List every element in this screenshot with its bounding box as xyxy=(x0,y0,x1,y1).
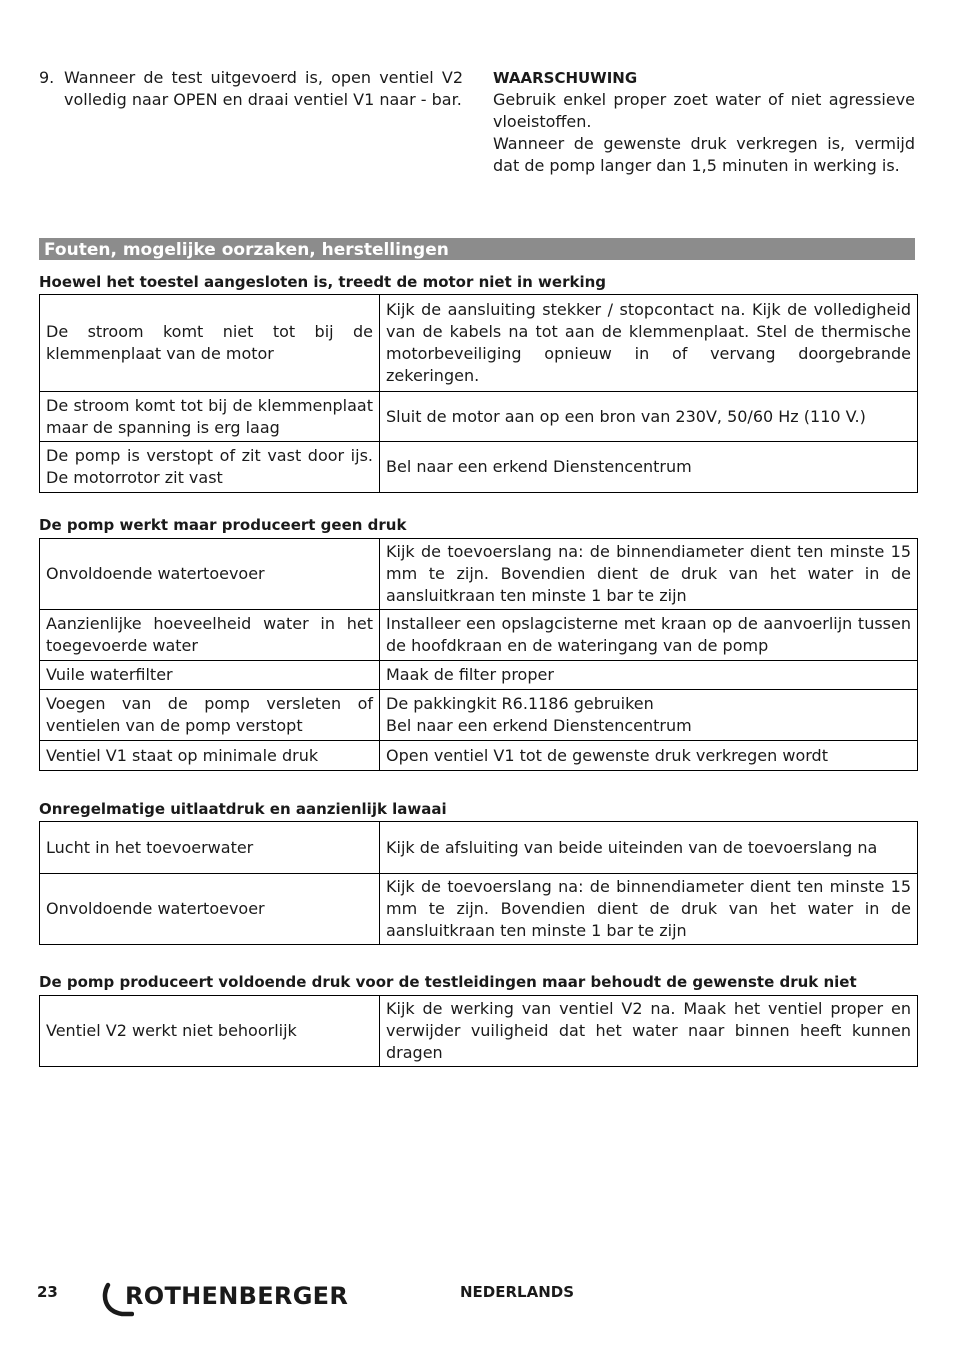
remedy-cell: Kijk de toevoerslang na: de binnendiameter dient ten minste 15 mm te zijn. Bovendien dient de druk van het water in de aansluitkraan ten minste 1 bar te zijn xyxy=(380,874,918,945)
group-heading-2: De pomp werkt maar produceert geen druk xyxy=(39,516,407,534)
table-row xyxy=(40,392,918,442)
section-title-bar: Fouten, mogelijke oorzaken, herstellingen xyxy=(39,238,915,260)
table-row xyxy=(40,874,918,945)
remedy-cell: Kijk de werking van ventiel V2 na. Maak het ventiel proper en verwijder vuiligheid dat het water naar binnen heeft kunnen dragen xyxy=(380,996,918,1067)
cause-cell: Vuile waterfilter xyxy=(40,661,380,690)
group-heading-4: De pomp produceert voldoende druk voor de testleidingen maar behoudt de gewenste druk niet xyxy=(39,973,857,991)
language-label: NEDERLANDS xyxy=(460,1283,575,1301)
table-row xyxy=(40,539,918,610)
warning-block xyxy=(493,67,915,177)
cause-cell: Ventiel V2 werkt niet behoorlijk xyxy=(40,996,380,1067)
item-text: Wanneer de test uitgevoerd is, open ventiel V2 volledig naar OPEN en draai ventiel V1 naar - bar. xyxy=(64,68,463,109)
troubleshoot-table-2 xyxy=(39,538,918,771)
cause-cell: De stroom komt tot bij de klemmenplaat maar de spanning is erg laag xyxy=(40,392,380,442)
remedy-cell xyxy=(380,690,918,741)
remedy-cell: Kijk de afsluiting van beide uiteinden van de toevoerslang na xyxy=(380,822,918,874)
table-row xyxy=(40,610,918,661)
warning-line-1: Gebruik enkel proper zoet water of niet agressieve vloeistoffen. xyxy=(493,90,915,131)
cause-cell: De pomp is verstopt of zit vast door ijs. De motorrotor zit vast xyxy=(40,442,380,493)
warning-line-2: Wanneer de gewenste druk verkregen is, vermijd dat de pomp langer dan 1,5 minuten in werking is. xyxy=(493,134,915,175)
troubleshoot-table-1 xyxy=(39,294,918,493)
remedy-cell: Open ventiel V1 tot de gewenste druk verkregen wordt xyxy=(380,741,918,771)
remedy-cell: Installeer een opslagcisterne met kraan op de aanvoerlijn tussen de hoofdkraan en de wateringang van de pomp xyxy=(380,610,918,661)
group-heading-1: Hoewel het toestel aangesloten is, treedt de motor niet in werking xyxy=(39,273,606,291)
remedy-cell: Kijk de aansluiting stekker / stopcontact na. Kijk de volledigheid van de kabels na tot aan de klemmenplaat. Stel de thermische motorbeveiliging opnieuw in of vervang doorgebrande zekeringen. xyxy=(380,295,918,392)
instruction-item-9 xyxy=(39,67,463,111)
table-row xyxy=(40,996,918,1067)
cause-cell: Onvoldoende watertoevoer xyxy=(40,539,380,610)
table-row xyxy=(40,442,918,493)
brand-logo: ROTHENBERGER xyxy=(125,1282,349,1310)
cause-cell: Aanzienlijke hoeveelheid water in het toegevoerde water xyxy=(40,610,380,661)
table-row xyxy=(40,661,918,690)
cause-cell: Ventiel V1 staat op minimale druk xyxy=(40,741,380,771)
cause-cell: Onvoldoende watertoevoer xyxy=(40,874,380,945)
remedy-cell: Sluit de motor aan op een bron van 230V, 50/60 Hz (110 V.) xyxy=(380,392,918,442)
warning-title: WAARSCHUWING xyxy=(493,69,638,87)
group-heading-3: Onregelmatige uitlaatdruk en aanzienlijk lawaai xyxy=(39,800,447,818)
table-row xyxy=(40,295,918,392)
item-number: 9. xyxy=(39,68,55,87)
remedy-cell: Bel naar een erkend Dienstencentrum xyxy=(380,442,918,493)
cause-cell: Lucht in het toevoerwater xyxy=(40,822,380,874)
table-row xyxy=(40,822,918,874)
cause-cell: Voegen van de pomp versleten of ventielen van de pomp verstopt xyxy=(40,690,380,741)
page-number: 23 xyxy=(37,1283,58,1301)
troubleshoot-table-3 xyxy=(39,821,918,945)
cause-cell: De stroom komt niet tot bij de klemmenplaat van de motor xyxy=(40,295,380,392)
remedy-cell: Maak de filter proper xyxy=(380,661,918,690)
table-row xyxy=(40,741,918,771)
remedy-cell: Kijk de toevoerslang na: de binnendiameter dient ten minste 15 mm te zijn. Bovendien dient de druk van het water in de aansluitkraan ten minste 1 bar te zijn xyxy=(380,539,918,610)
table-row xyxy=(40,690,918,741)
remedy-line: Bel naar een erkend Dienstencentrum xyxy=(386,716,692,735)
troubleshoot-table-4 xyxy=(39,995,918,1067)
remedy-line: De pakkingkit R6.1186 gebruiken xyxy=(386,694,654,713)
